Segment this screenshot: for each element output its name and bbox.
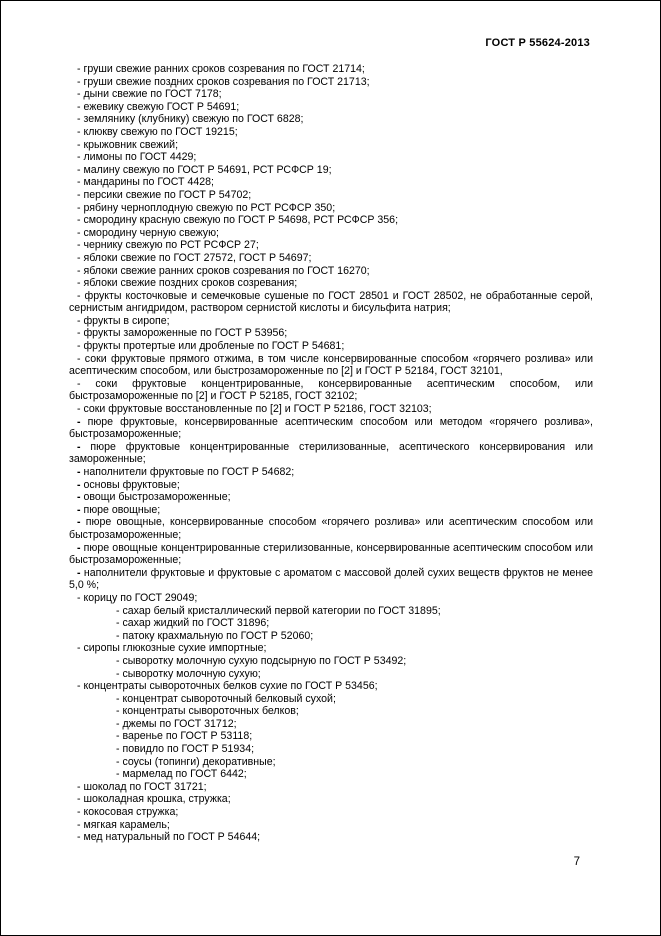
list-item: - шоколадная крошка, стружка; [77, 793, 231, 806]
list-dash: - [77, 491, 81, 504]
page-number: 7 [573, 856, 580, 868]
list-item: - шоколад по ГОСТ 31721; [77, 780, 207, 793]
list-item: - дыни свежие по ГОСТ 7178; [77, 88, 222, 101]
list-item: - яблоки свежие по ГОСТ 27572, ГОСТ Р 54697; [77, 251, 312, 264]
list-item: - пюре овощные концентрированные стерилизованные, консервированные асептическим способом или быстрозамороженные; [69, 541, 593, 567]
list-dash: - [77, 478, 81, 491]
list-dash: - [77, 466, 81, 478]
list-item: - смородину черную свежую; [77, 226, 219, 239]
list-item: - сахар жидкий по ГОСТ 31896; [116, 617, 270, 630]
list-item: - пюре овощные, консервированные способом «горячего розлива» или асептическим способом или быстрозамороженные; [69, 516, 593, 541]
list-item: - фрукты косточковые и семечковые сушеные по ГОСТ 28501 и ГОСТ 28502, не обработанные серой, сернистым ангидридом, раствором сернистой кислоты и бисульфита натрия; [69, 289, 593, 315]
list-item: - груши свежие поздних сроков созревания по ГОСТ 21713; [77, 75, 370, 88]
list-item: - фрукты замороженные по ГОСТ Р 53956; [77, 327, 288, 340]
list-dash: - [77, 440, 81, 453]
list-item: - клюкву свежую по ГОСТ 19215; [77, 125, 238, 138]
list-item: - концентрат сывороточный белковый сухой; [116, 692, 336, 705]
list-item: - сыворотку молочную сухую подсырную по ГОСТ Р 53492; [116, 654, 407, 667]
list-dash: - [77, 541, 81, 554]
list-item: - кокосовая стружка; [77, 806, 179, 819]
list-item: - концентраты сывороточных белков сухие по ГОСТ Р 53456; [77, 680, 378, 693]
list-item: - груши свежие ранних сроков созревания по ГОСТ 21714; [77, 63, 365, 75]
list-item: - соки фруктовые концентрированные, консервированные асептическим способом, или быстрозамороженные по [2] и ГОСТ Р 52185, ГОСТ 32102; [69, 377, 593, 403]
list-dash: - [77, 566, 81, 579]
list-item: - малину свежую по ГОСТ Р 54691, РСТ РСФСР 19; [77, 163, 332, 176]
list-item: - рябину черноплодную свежую по РСТ РСФСР 350; [77, 201, 336, 214]
list-item: - пюре фруктовые, консервированные асептическим способом или методом «горячего розлива», быстрозамороженные; [69, 415, 593, 441]
list-item: - фрукты протертые или дробленые по ГОСТ Р 54681; [77, 340, 345, 353]
list-item: - соки фруктовые прямого отжима, в том числе консервированные способом «горячего розлива» или асептическим способом, или быстрозамороженные по [2] и ГОСТ Р 52184, ГОСТ 32101, [69, 352, 593, 378]
list-item: - смородину красную свежую по ГОСТ Р 54698, РСТ РСФСР 356; [77, 214, 399, 227]
list-item: - сиропы глюкозные сухие импортные; [77, 642, 267, 655]
list-item: - наполнители фруктовые и фруктовые с ароматом с массовой долей сухих веществ фруктов не менее 5,0 %; [69, 566, 593, 592]
list-item: - сыворотку молочную сухую; [116, 667, 261, 680]
list-item: - концентраты сывороточных белков; [116, 705, 299, 718]
list-dash: - [77, 503, 81, 516]
list-item: - яблоки свежие ранних сроков созревания по ГОСТ 16270; [77, 264, 370, 277]
list-item: - фрукты в сиропе; [77, 314, 170, 327]
list-item: - мед натуральный по ГОСТ Р 54644; [77, 831, 261, 844]
list-item: - лимоны по ГОСТ 4429; [77, 151, 197, 164]
list-item: - сахар белый кристаллический первой категории по ГОСТ 31895; [116, 604, 441, 617]
list-dash: - [77, 516, 81, 529]
list-item: - мандарины по ГОСТ 4428; [77, 176, 214, 189]
list-item: - пюре фруктовые концентрированные стерилизованные, асептического консервирования или замороженные; [69, 440, 593, 466]
list-item: - крыжовник свежий; [77, 138, 179, 151]
list-item: - персики свежие по ГОСТ Р 54702; [77, 188, 252, 201]
doc-number: ГОСТ Р 55624-2013 [485, 37, 590, 49]
list-item: - патоку крахмальную по ГОСТ Р 52060; [116, 629, 314, 642]
list-item: - мармелад по ГОСТ 6442; [116, 768, 247, 781]
list-dash: - [77, 415, 81, 428]
list-item: - ежевику свежую ГОСТ Р 54691; [77, 100, 240, 113]
list-item: - джемы по ГОСТ 31712; [116, 717, 237, 730]
list-item: - овощи быстрозамороженные; [77, 491, 231, 504]
list-item: - соусы (топинги) декоративные; [116, 755, 276, 768]
list-item: - основы фруктовые; [77, 478, 180, 491]
document-body [69, 63, 593, 844]
list-item: - повидло по ГОСТ Р 51934; [116, 743, 255, 756]
list-item: - чернику свежую по РСТ РСФСР 27; [77, 239, 259, 252]
list-item: - землянику (клубнику) свежую по ГОСТ 6828; [77, 113, 304, 126]
list-item: - пюре овощные; [77, 503, 161, 516]
list-item: - корицу по ГОСТ 29049; [77, 591, 198, 604]
list-item: - соки фруктовые восстановленные по [2] и ГОСТ Р 52186, ГОСТ 32103; [77, 403, 432, 416]
list-item: - наполнители фруктовые по ГОСТ Р 54682; [77, 466, 295, 478]
list-item: - мягкая карамель; [77, 818, 170, 831]
list-item: - варенье по ГОСТ Р 53118; [116, 730, 253, 743]
list-item: - яблоки свежие поздних сроков созревания; [77, 277, 298, 290]
